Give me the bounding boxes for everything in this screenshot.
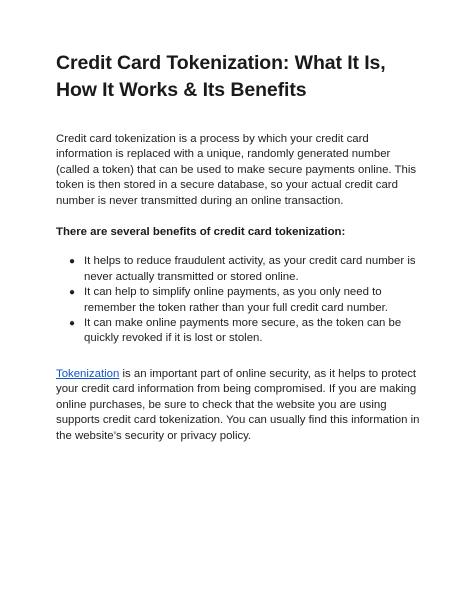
list-item — [69, 285, 422, 316]
bullet-icon: ● — [69, 256, 76, 268]
bullet-icon: ● — [69, 318, 76, 330]
closing-paragraph-text: is an important part of online security, as it helps to protect your credit card information from being compromised. If you are making online purchases, be sure to check that the website you are using supports credit card tokenization. You can usually find this information in the website’s security or privacy policy. — [56, 367, 420, 442]
document-title: Credit Card Tokenization: What It Is, How It Works & Its Benefits — [56, 52, 386, 101]
list-item — [69, 316, 422, 347]
tokenization-link[interactable]: Tokenization — [56, 367, 120, 380]
bullet-icon: ● — [69, 287, 76, 299]
closing-paragraph — [56, 367, 422, 444]
list-item-text: It can make online payments more secure, as the token can be quickly revoked if it is lost or stolen. — [84, 317, 402, 345]
list-item-text: It helps to reduce fraudulent activity, as your credit card number is never actually transmitted or stored online. — [84, 255, 416, 283]
list-item-text: It can help to simplify online payments, as you only need to remember the token rather than your full credit card number. — [84, 286, 388, 314]
benefits-heading: There are several benefits of credit card tokenization: — [56, 226, 346, 239]
intro-paragraph: Credit card tokenization is a process by which your credit card information is replaced with a unique, randomly generated number (called a token) that can be used to make secure payments online. This token is then stored in a secure database, so your actual credit card number is never transmitted during an online transaction. — [56, 133, 417, 207]
benefits-list — [56, 254, 422, 346]
list-item — [69, 254, 422, 285]
